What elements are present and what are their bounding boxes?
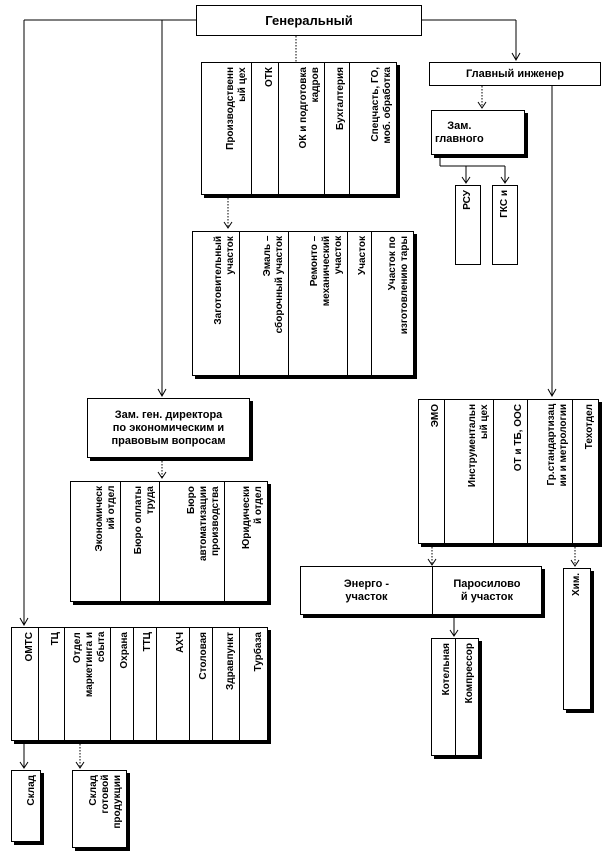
unit-otk: ОТК <box>264 67 276 87</box>
rsu-box <box>455 185 481 265</box>
steam-site: Паросилово й участок <box>432 567 541 614</box>
unit-automation-bureau: Бюро автоматизации производства <box>186 486 222 562</box>
unit-procurement-site: Заготовительный участок <box>212 236 236 325</box>
unit-legal-dept: Юридически й отдел <box>241 486 264 550</box>
deputy-econ-box: Зам. ген. директора по экономическим и правовым вопросам <box>87 398 250 458</box>
tech-units-group <box>418 399 599 544</box>
energy-site: Энерго - участок <box>343 577 390 603</box>
unit-canteen: Столовая <box>198 632 210 680</box>
unit-omts: ОМТС <box>23 632 35 662</box>
unit-enamel-site: Эмаль – сборочный участок <box>262 236 286 334</box>
unit-ahch: АХЧ <box>174 632 186 653</box>
unit-packaging-site: Участок по изготовлению тары <box>387 236 410 335</box>
energy-group <box>300 566 542 615</box>
finished-warehouse-box <box>72 770 127 848</box>
unit-production-shop: Производственн ый цех <box>225 67 249 150</box>
general-director-box: Генеральный <box>196 5 422 36</box>
gks-box <box>492 185 518 265</box>
finished-warehouse-label: Склад готовой продукции <box>88 775 123 829</box>
unit-ttc: ТТЦ <box>141 632 153 652</box>
unit-site: Участок <box>357 236 369 276</box>
unit-payroll-bureau: Бюро оплаты труда <box>133 486 157 555</box>
unit-boiler-house: Котельная <box>440 643 452 696</box>
unit-compressor: Компрессор <box>464 643 475 704</box>
unit-safety: ОТ и ТБ, ООС <box>512 404 524 472</box>
chem-label: Хим. <box>571 573 582 596</box>
unit-economic-dept: Экономическ ий отдел <box>93 486 117 552</box>
rsu-label: РСУ <box>462 190 473 210</box>
econ-units-group <box>70 481 268 602</box>
unit-medical: Здравпункт <box>225 632 237 690</box>
warehouse-box <box>11 770 41 842</box>
deputy-chief-box: Зам. главного <box>431 110 525 155</box>
unit-accounting: Бухгалтерия <box>335 67 347 130</box>
unit-emo: ЭМО <box>429 404 441 428</box>
unit-tc: ТЦ <box>49 632 61 646</box>
top-units-group <box>201 62 397 195</box>
supply-units-group <box>11 627 268 741</box>
unit-special: Спецчасть, ГО, моб. обработка <box>370 67 393 144</box>
unit-repair-site: Ремонто – механический участок <box>308 236 344 307</box>
unit-camp: Турбаза <box>253 632 264 672</box>
unit-hr: ОК и подготовка кадров <box>297 67 321 149</box>
warehouse-label: Склад <box>26 775 37 806</box>
unit-tool-shop: Инструментальн ый цех <box>467 404 491 488</box>
gks-label: ГКС и <box>499 190 510 218</box>
chief-engineer-box: Главный инженер <box>429 62 601 86</box>
unit-standardization: Гр.стандартизац ии и метрологии <box>546 404 570 487</box>
unit-tech-dept: Техотдел <box>584 404 595 450</box>
chem-box <box>563 568 591 710</box>
unit-marketing: Отдел маркетинга и сбыта <box>72 632 108 698</box>
boiler-group <box>431 638 479 756</box>
shop-units-group <box>192 231 414 376</box>
unit-security: Охрана <box>119 632 131 669</box>
